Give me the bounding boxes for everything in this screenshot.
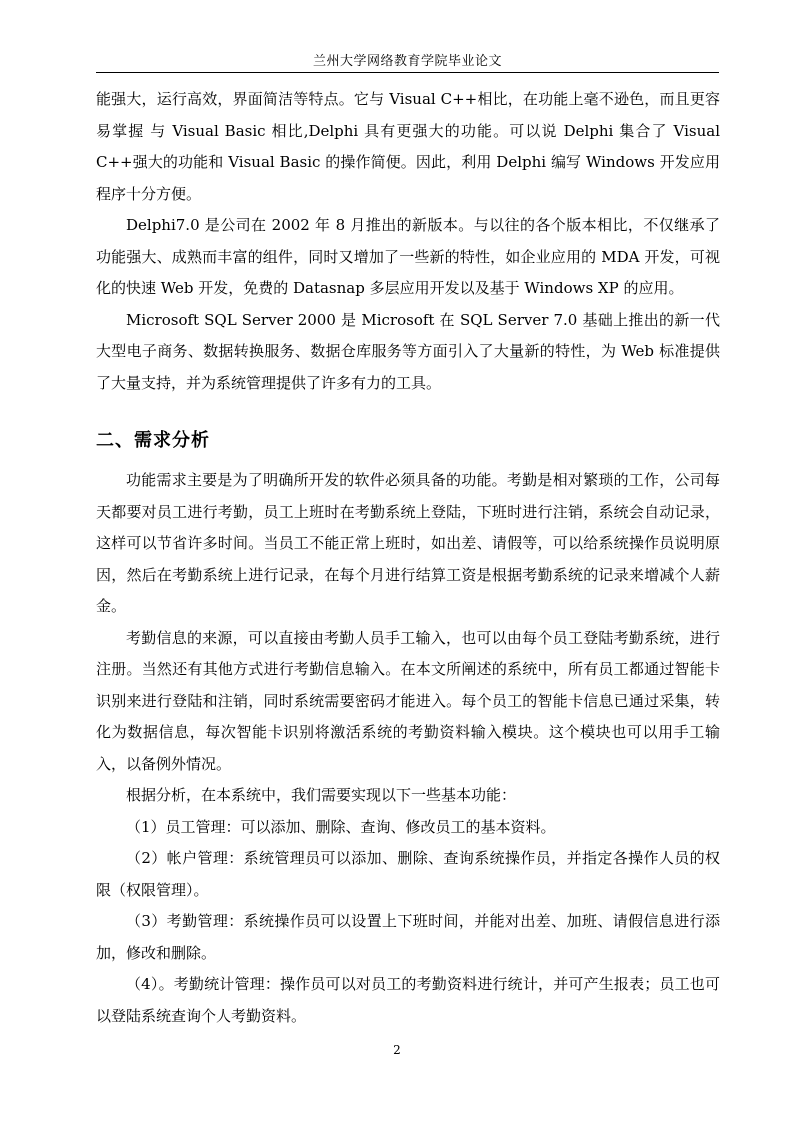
header-rule <box>96 72 719 73</box>
body-text <box>96 84 720 1032</box>
paragraph-delphi7: Delphi7.0 是公司在 2002 年 8 月推出的新版本。与以往的各个版本相比，不仅继承了功能强大、成熟而丰富的组件，同时又增加了一些新的特性，如企业应用的 MDA 开发，可视化的快速 Web 开发，免费的 Datasnap 多层应用开发以及基于 Windows XP 的应用。 <box>96 216 720 297</box>
section-heading: 二、需求分析 <box>96 430 210 451</box>
paragraph-sql-server: Microsoft SQL Server 2000 是 Microsoft 在 SQL Server 7.0 基础上推出的新一代大型电子商务、数据转换服务、数据仓库服务等方面引入了大量新的特性，为 Web 标准提供了大量支持，并为系统管理提供了许多有力的工具。 <box>96 310 720 392</box>
page-number: 2 <box>393 1043 401 1057</box>
paragraph-requirements: 功能需求主要是为了明确所开发的软件必须具备的功能。考勤是相对繁琐的工作，公司每天都要对员工进行考勤，员工上班时在考勤系统上登陆，下班时进行注销，系统会自动记录，这样可以节省许多时间。当员工不能正常上班时，如出差、请假等，可以给系统操作员说明原因，然后在考勤系统上进行记录，在每个月进行结算工资是根据考勤系统的记录来增减个人薪金。 <box>96 471 720 615</box>
running-header: 兰州大学网络教育学院毕业论文 <box>312 54 502 69</box>
paragraph-intro-continuation: 能强大，运行高效，界面简洁等特点。它与 Visual C++相比，在功能上毫不逊色，而且更容易掌握 与 Visual Basic 相比,Delphi 具有更强大的功能。可以说 Delphi 集合了 Visual C++强大的功能和 Visual Basic 的操作简便。因此，利用 Delphi 编写 Windows 开发应用程序十分方便。 <box>96 90 720 203</box>
list-item-account-management: （2）帐户管理：系统管理员可以添加、删除、查询系统操作员，并指定各操作人员的权限（权限管理）。 <box>96 849 720 899</box>
list-item-statistics-management: （4）。考勤统计管理：操作员可以对员工的考勤资料进行统计，并可产生报表；员工也可以登陆系统查询个人考勤资料。 <box>96 975 720 1025</box>
paragraph-attendance-source: 考勤信息的来源，可以直接由考勤人员手工输入，也可以由每个员工登陆考勤系统，进行注册。当然还有其他方式进行考勤信息输入。在本文所阐述的系统中，所有员工都通过智能卡识别来进行登陆和注销，同时系统需要密码才能进入。每个员工的智能卡信息已通过采集，转化为数据信息，每次智能卡识别将激活系统的考勤资料输入模块。这个模块也可以用手工输入，以备例外情况。 <box>96 628 720 773</box>
paragraph-function-intro: 根据分析，在本系统中，我们需要实现以下一些基本功能： <box>126 786 517 804</box>
list-item-employee-management: （1）员工管理：可以添加、删除、查询、修改员工的基本资料。 <box>126 817 556 836</box>
list-item-attendance-management: （3）考勤管理：系统操作员可以设置上下班时间，并能对出差、加班、请假信息进行添加，修改和删除。 <box>96 912 720 962</box>
